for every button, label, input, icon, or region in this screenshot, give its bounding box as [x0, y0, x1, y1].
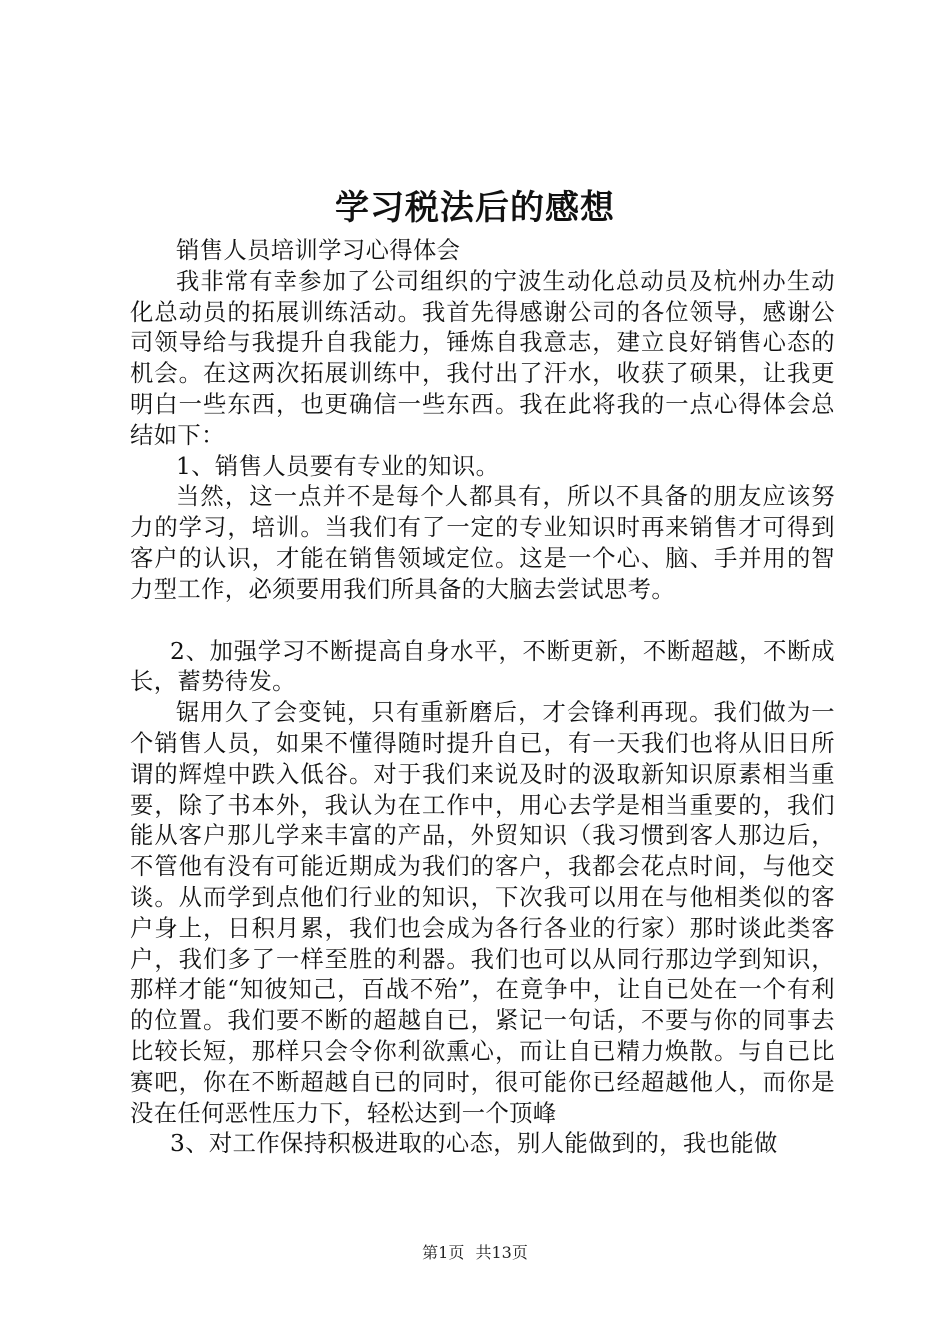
paragraph-point-1-body: 当然，这一点并不是每个人都具有，所以不具备的朋友应该努力的学习，培训。当我们有了一定的专业知识时再来销售才可得到客户的认识，才能在销售领域定位。这是一个心、脑、手并用的智力型工作，必须要用我们所具备的大脑去尝试思考。	[130, 483, 835, 603]
document-body	[130, 236, 835, 1160]
page-total: 共13页	[475, 1243, 528, 1262]
paragraph-subtitle: 销售人员培训学习心得体会	[176, 237, 461, 264]
document-title: 学习税法后的感想	[335, 188, 615, 228]
paragraph-point-2-heading: 2、加强学习不断提高自身水平，不断更新，不断超越，不断成长，蓄势待发。	[130, 637, 835, 696]
paragraph-point-3-heading: 3、对工作保持积极进取的心态，别人能做到的，我也能做	[170, 1130, 778, 1158]
page-footer	[0, 1242, 950, 1264]
paragraph-point-1-heading: 1、销售人员要有专业的知识。	[176, 452, 500, 480]
paragraph-point-2-body: 锯用久了会变钝，只有重新磨后，才会锋利再现。我们做为一个销售人员，如果不懂得随时提升自已，有一天我们也将从旧日所谓的辉煌中跌入低谷。对于我们来说及时的汲取新知识原素相当重要，除了书本外，我认为在工作中，用心去学是相当重要的，我们能从客户那儿学来丰富的产品，外贸知识（我习惯到客人那边后，不管他有没有可能近期成为我们的客户，我都会花点时间，与他交谈。从而学到点他们行业的知识，下次我可以用在与他相类似的客户身上，日积月累，我们也会成为各行各业的行家）那时谈此类客户，我们多了一样至胜的利器。我们也可以从同行那边学到知识，那样才能“知彼知己，百战不殆”，在竟争中，让自已处在一个有利的位置。我们要不断的超越自已，紧记一句话，不要与你的同事去比较长短，那样只会令你利欲熏心，而让自已精力焕散。与自已比赛吧，你在不断超越自已的同时，很可能你已经超越他人，而你是没在任何恶性压力下，轻松达到一个顶峰	[130, 699, 835, 1127]
paragraph-intro: 我非常有幸参加了公司组织的宁波生动化总动员及杭州办生动化总动员的拓展训练活动。我首先得感谢公司的各位领导，感谢公司领导给与我提升自我能力，锤炼自我意志，建立良好销售心态的机会。在这两次拓展训练中，我付出了汗水，收获了硕果，让我更明白一些东西，也更确信一些东西。我在此将我的一点心得体会总结如下：	[130, 267, 835, 449]
page-number: 第1页	[422, 1243, 465, 1262]
